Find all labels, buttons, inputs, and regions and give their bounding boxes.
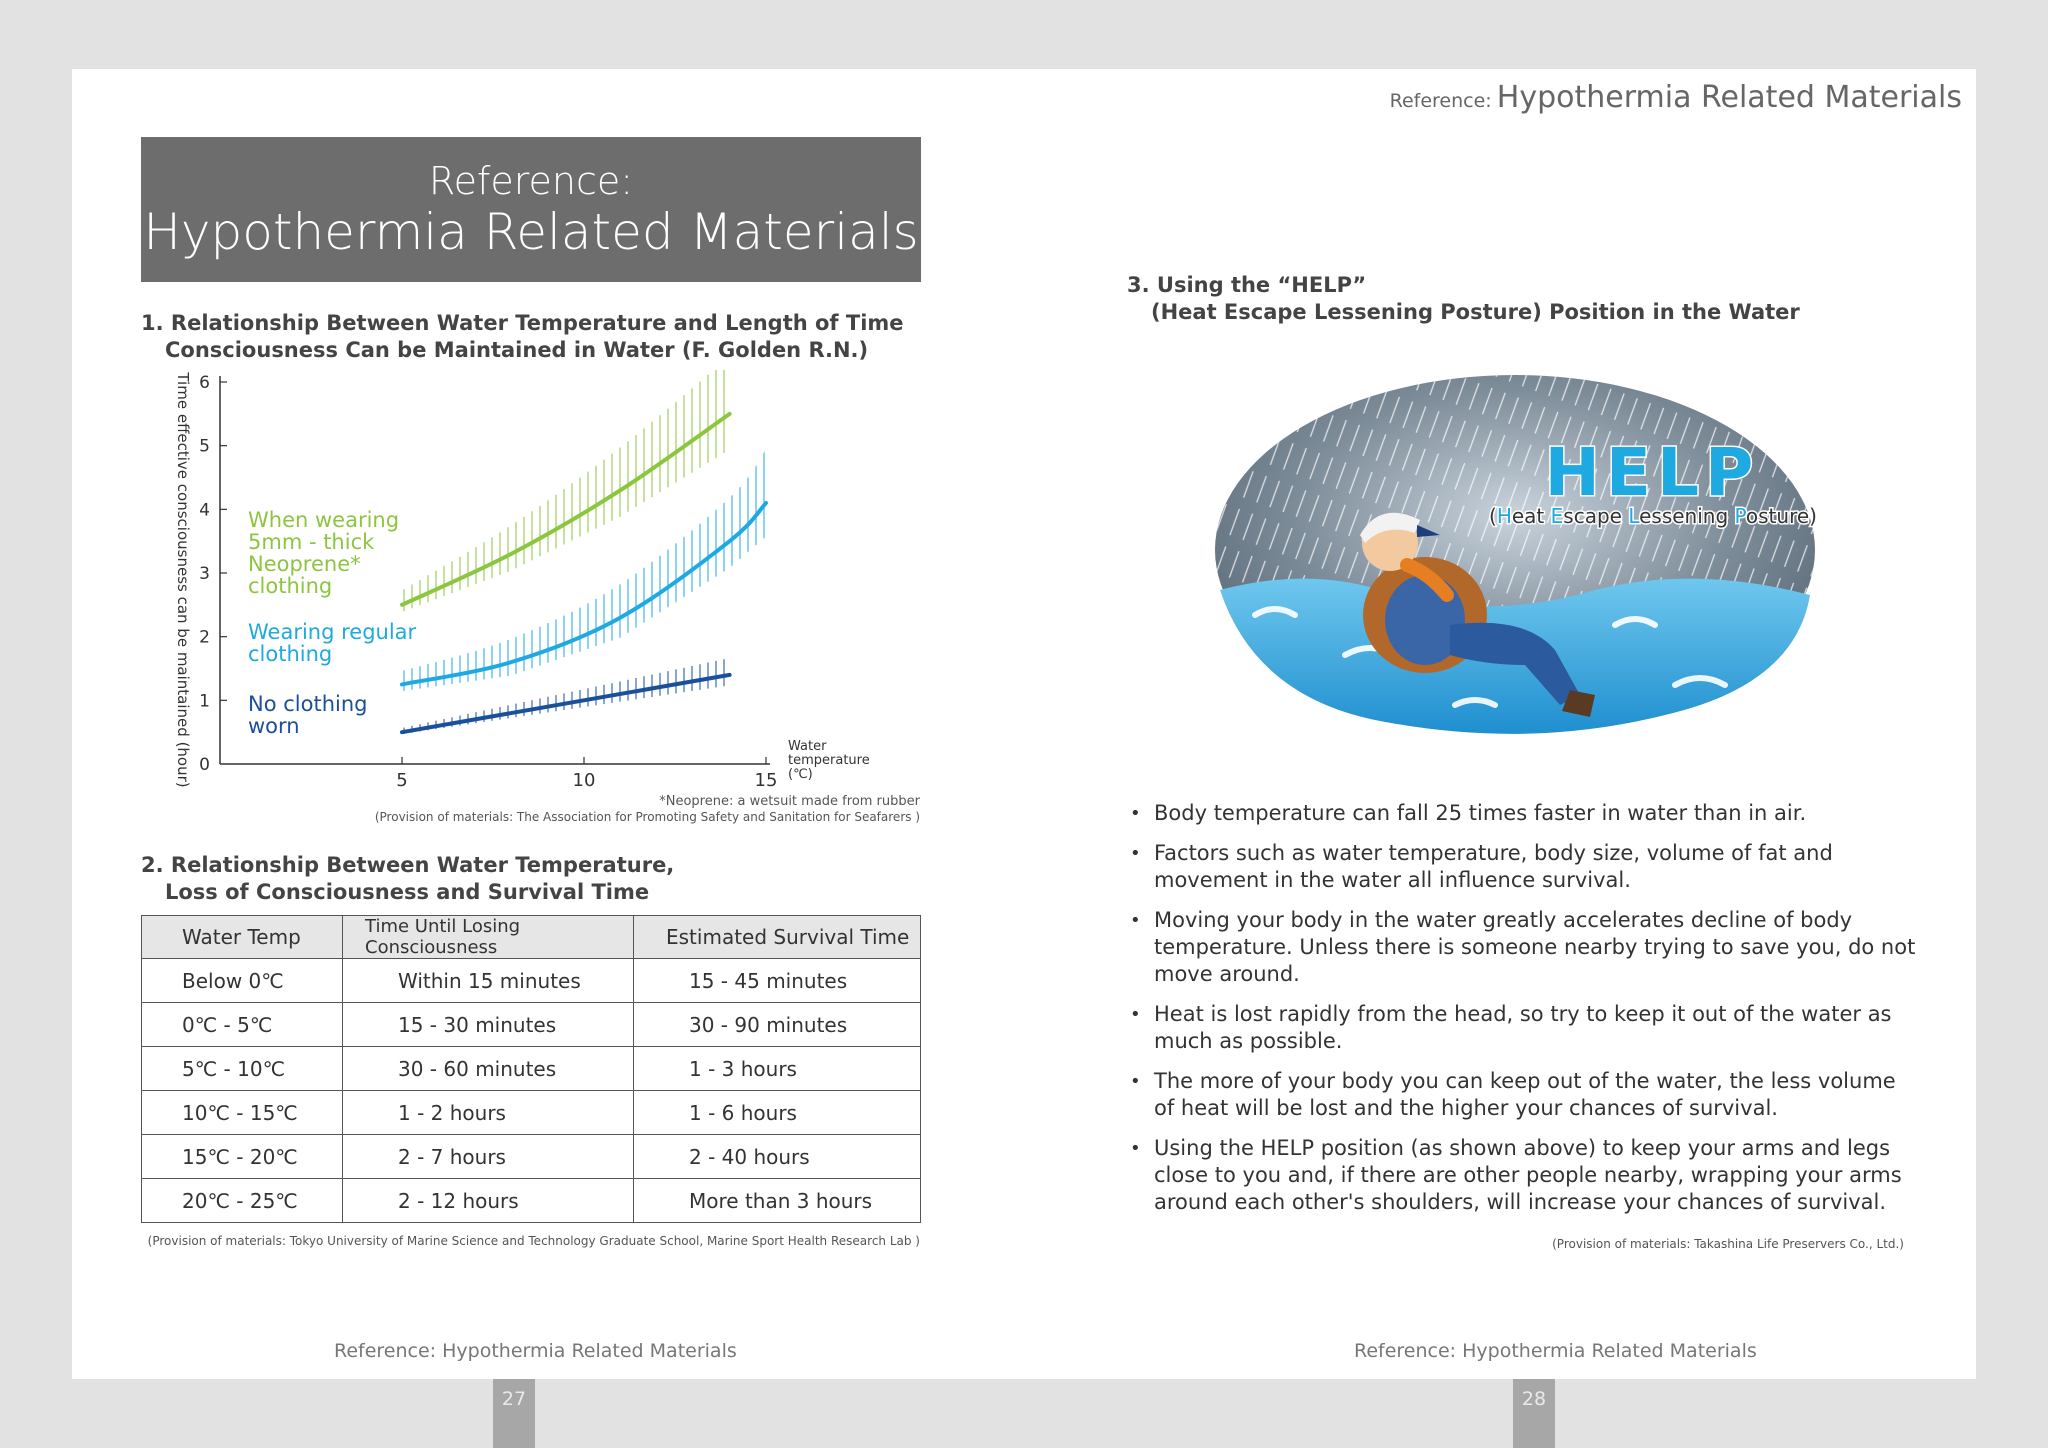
y-axis-label-wrap (168, 372, 198, 788)
cell-survival: 1 - 3 hours (634, 1047, 921, 1091)
help-word-posture: osture (1745, 504, 1810, 528)
table-row (142, 1091, 921, 1135)
y-tick-label: 0 (199, 755, 210, 775)
cell-water-temp: 0℃ - 5℃ (142, 1003, 343, 1047)
consciousness-chart (160, 370, 920, 790)
help-subtitle-open: ( (1489, 504, 1497, 528)
help-letter-p: P (1734, 504, 1746, 528)
cell-consciousness: 2 - 7 hours (343, 1135, 634, 1179)
cell-survival: 2 - 40 hours (634, 1135, 921, 1179)
table-provision: (Provision of materials: Tokyo University of Marine Science and Technology Graduate School, Marine Sport Health Research Lab ) (147, 1234, 920, 1248)
section-2-line1: 2. Relationship Between Water Temperature, (141, 853, 675, 877)
help-word-lessening: essening (1639, 504, 1735, 528)
cell-water-temp: 5℃ - 10℃ (142, 1047, 343, 1091)
cell-consciousness: Within 15 minutes (343, 959, 634, 1003)
page-number-left: 27 (493, 1379, 535, 1448)
cell-water-temp: 20℃ - 25℃ (142, 1179, 343, 1223)
title-reference: Reference: (428, 159, 634, 203)
running-header (1390, 80, 1962, 115)
safety-bullet-list (1128, 800, 1918, 1229)
chart-labels (248, 508, 417, 738)
section-1-line1: 1. Relationship Between Water Temperature and Length of Time (141, 311, 904, 335)
series-label-line: worn (248, 714, 300, 738)
chart-provision: (Provision of materials: The Association for Promoting Safety and Sanitation for Seafarers ) (374, 810, 920, 824)
section-1-line2: Consciousness Can be Maintained in Water (F. Golden R.N.) (165, 338, 869, 362)
cell-water-temp: 15℃ - 20℃ (142, 1135, 343, 1179)
cell-consciousness: 2 - 12 hours (343, 1179, 634, 1223)
section-3-title (1127, 272, 1800, 326)
series-label-line: When wearing (248, 508, 400, 532)
running-header-prefix: Reference: (1389, 90, 1492, 112)
bullet-item: • Body temperature can fall 25 times faster in water than in air. (1128, 800, 1918, 827)
footer-right: Reference: Hypothermia Related Materials (1354, 1340, 1757, 1362)
section-2-line2: Loss of Consciousness and Survival Time (165, 880, 650, 904)
cell-survival: 30 - 90 minutes (634, 1003, 921, 1047)
neoprene-footnote: *Neoprene: a wetsuit made from rubber (659, 794, 920, 809)
x-tick-label: 5 (396, 770, 408, 790)
table-row (142, 1047, 921, 1091)
series-label-line: No clothing (248, 692, 368, 716)
y-tick-label: 4 (199, 500, 210, 521)
cell-survival: 1 - 6 hours (634, 1091, 921, 1135)
help-posture-illustration (1195, 365, 1835, 775)
section-2-title (141, 852, 674, 906)
running-header-title: Hypothermia Related Materials (1496, 80, 1962, 115)
table-row (142, 1135, 921, 1179)
x-tick-label: 15 (754, 770, 778, 790)
series-label-line: clothing (248, 642, 333, 666)
cell-survival: 15 - 45 minutes (634, 959, 921, 1003)
help-word-heat: eat (1511, 504, 1551, 528)
y-axis-label: Time effective consciousness can be maintained (hour) (174, 372, 192, 788)
cell-consciousness: 1 - 2 hours (343, 1091, 634, 1135)
footer-left: Reference: Hypothermia Related Materials (334, 1340, 737, 1362)
y-tick-label: 6 (199, 373, 210, 393)
table-row (142, 1179, 921, 1223)
x-axis-label-line: temperature (788, 753, 870, 768)
bullet-item: • Factors such as water temperature, body size, volume of fat and movement in the water all influence survival. (1128, 840, 1918, 894)
series-label-line: Neoprene* (248, 552, 361, 576)
bullet-item: • The more of your body you can keep out of the water, the less volume of heat will be lost and the higher your chances of survival. (1128, 1068, 1918, 1122)
table-row (142, 959, 921, 1003)
title-box (141, 137, 921, 282)
series-label-line: clothing (248, 574, 333, 598)
series-label-line: Wearing regular (248, 620, 417, 644)
help-letter-l: L (1628, 504, 1640, 528)
survival-table (141, 915, 921, 1223)
help-word: HELP (1544, 434, 1760, 511)
column-header-survival: Estimated Survival Time (634, 916, 921, 959)
cell-water-temp: Below 0℃ (142, 959, 343, 1003)
bullet-item: • Using the HELP position (as shown above) to keep your arms and legs close to you and, if there are other people nearby, wrapping your arms around each other's shoulders, will increase your chances of survival. (1128, 1135, 1918, 1216)
help-word-escape: scape (1563, 504, 1629, 528)
section-3-line1: 3. Using the “HELP” (1127, 273, 1367, 297)
y-tick-label: 2 (199, 627, 210, 648)
help-letter-e: E (1550, 504, 1564, 528)
table-row (142, 1003, 921, 1047)
help-letter-h: H (1496, 504, 1512, 528)
cell-consciousness: 15 - 30 minutes (343, 1003, 634, 1047)
cell-survival: More than 3 hours (634, 1179, 921, 1223)
y-tick-label: 5 (199, 436, 210, 457)
page-number-right: 28 (1513, 1379, 1555, 1448)
column-header-consciousness: Time Until Losing Consciousness (343, 916, 634, 959)
section-3-line2: (Heat Escape Lessening Posture) Position in the Water (1151, 300, 1800, 324)
series-label-line: 5mm - thick (248, 530, 375, 554)
page-title: Hypothermia Related Materials (143, 203, 919, 261)
cell-water-temp: 10℃ - 15℃ (142, 1091, 343, 1135)
bullet-item: • Heat is lost rapidly from the head, so try to keep it out of the water as much as possible. (1128, 1001, 1918, 1055)
table-header-row (142, 916, 921, 959)
x-tick-label: 10 (572, 770, 596, 790)
column-header-water-temp: Water Temp (142, 916, 343, 959)
right-provision: (Provision of materials: Takashina Life Preservers Co., Ltd.) (1552, 1237, 1904, 1251)
section-1-title (141, 310, 904, 364)
y-tick-label: 3 (199, 564, 210, 584)
x-axis-label-line: Water (788, 739, 827, 754)
cell-consciousness: 30 - 60 minutes (343, 1047, 634, 1091)
help-subtitle (1489, 504, 1817, 528)
y-tick-label: 1 (199, 691, 210, 712)
x-axis-label-line: (℃) (788, 767, 813, 782)
help-subtitle-close: ) (1809, 504, 1817, 528)
bullet-item: • Moving your body in the water greatly accelerates decline of body temperature. Unless there is someone nearby trying to save you, do not move around. (1128, 907, 1918, 988)
